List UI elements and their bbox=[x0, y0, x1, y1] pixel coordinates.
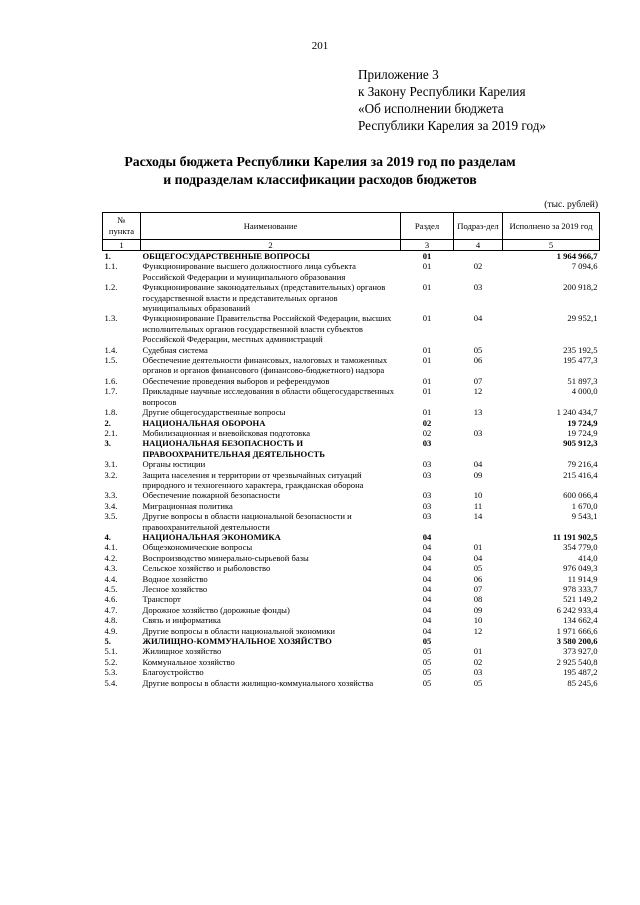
row-name: Транспорт bbox=[142, 594, 181, 605]
table-row bbox=[103, 574, 600, 584]
row-number: 1.1. bbox=[104, 261, 118, 272]
row-name: Функционирование высшего должностного лица субъекта Российской Федерации и муниципального образования bbox=[142, 261, 357, 282]
row-section: 01 bbox=[422, 375, 432, 386]
table-row bbox=[103, 459, 600, 469]
row-number: 5.2. bbox=[104, 656, 118, 667]
table-row bbox=[103, 636, 600, 646]
row-name: Общеэкономические вопросы bbox=[142, 542, 253, 553]
row-section: 05 bbox=[422, 656, 432, 667]
row-section: 04 bbox=[422, 625, 432, 636]
row-subsection: 01 bbox=[473, 646, 483, 657]
row-name: Миграционная политика bbox=[142, 500, 233, 511]
row-name: НАЦИОНАЛЬНАЯ БЕЗОПАСНОСТЬ И ПРАВООХРАНИТЕЛЬНАЯ ДЕЯТЕЛЬНОСТЬ bbox=[142, 438, 325, 459]
row-name: Судебная система bbox=[142, 344, 208, 355]
row-subsection: 13 bbox=[473, 407, 483, 418]
col-number-1: 1 bbox=[103, 240, 141, 251]
row-name: Функционирование Правительства Российской Федерации, высших исполнительных органов государственной власти субъектов Российской Федерации, местных администраций bbox=[142, 313, 392, 345]
row-number: 1. bbox=[104, 251, 111, 261]
row-amount: 9 543,1 bbox=[571, 511, 598, 522]
row-number: 4.6. bbox=[104, 594, 118, 605]
row-name: Связь и информатика bbox=[142, 615, 221, 626]
table-row bbox=[103, 626, 600, 636]
table-row bbox=[103, 563, 600, 573]
row-name: Дорожное хозяйство (дорожные фонды) bbox=[142, 604, 290, 615]
row-name: Обеспечение пожарной безопасности bbox=[142, 490, 281, 501]
row-amount: 905 912,3 bbox=[563, 438, 598, 449]
row-amount: 373 927,0 bbox=[563, 646, 598, 657]
title-line-1: Расходы бюджета Республики Карелия за 2019 год по разделам bbox=[124, 154, 516, 169]
row-number: 5. bbox=[104, 636, 111, 647]
row-name: Обеспечение деятельности финансовых, налоговых и таможенных органов и органов финансового (финансово-бюджетного) надзора bbox=[142, 355, 388, 376]
row-subsection bbox=[454, 251, 503, 262]
row-section: 01 bbox=[422, 251, 432, 261]
row-number: 1.5. bbox=[104, 355, 118, 366]
row-number: 5.3. bbox=[104, 667, 118, 678]
row-subsection: 07 bbox=[473, 375, 483, 386]
table-row bbox=[103, 646, 600, 656]
row-subsection: 09 bbox=[473, 604, 483, 615]
row-section: 01 bbox=[422, 386, 432, 397]
header-num: № пункта bbox=[103, 213, 141, 240]
row-subsection: 09 bbox=[473, 469, 483, 480]
header-section: Раздел bbox=[401, 213, 454, 240]
row-amount: 1 670,0 bbox=[571, 500, 598, 511]
row-subsection: 02 bbox=[473, 656, 483, 667]
row-subsection: 07 bbox=[473, 584, 483, 594]
row-number: 4.4. bbox=[104, 573, 118, 584]
row-amount: 7 094,6 bbox=[571, 261, 598, 272]
table-row bbox=[103, 553, 600, 563]
row-amount: 3 580 200,6 bbox=[556, 636, 598, 647]
row-number: 4.2. bbox=[104, 552, 118, 563]
row-section: 01 bbox=[422, 407, 432, 418]
row-number: 1.4. bbox=[104, 344, 118, 355]
row-amount: 414,0 bbox=[578, 552, 598, 563]
table-row bbox=[103, 261, 600, 282]
row-subsection: 12 bbox=[473, 625, 483, 636]
row-number: 3.1. bbox=[104, 459, 118, 470]
table-row bbox=[103, 376, 600, 386]
table-row bbox=[103, 501, 600, 511]
row-section: 03 bbox=[422, 490, 432, 501]
col-number-4: 4 bbox=[454, 240, 503, 251]
row-number: 2. bbox=[104, 417, 111, 428]
row-number: 4. bbox=[104, 531, 111, 542]
row-section: 04 bbox=[422, 542, 432, 553]
row-amount: 29 952,1 bbox=[567, 313, 598, 324]
row-amount: 235 192,5 bbox=[563, 344, 598, 355]
row-name: Органы юстиции bbox=[142, 459, 206, 470]
row-number: 1.2. bbox=[104, 282, 118, 293]
row-name: Благоустройство bbox=[142, 667, 204, 678]
document-title bbox=[0, 153, 640, 189]
row-subsection bbox=[454, 636, 503, 646]
table-row bbox=[103, 386, 600, 407]
table-header bbox=[103, 213, 600, 251]
row-amount: 195 477,3 bbox=[563, 355, 598, 366]
row-subsection bbox=[454, 438, 503, 459]
header-subsection: Подраз-дел bbox=[454, 213, 503, 240]
table-row bbox=[103, 605, 600, 615]
row-name: Сельское хозяйство и рыболовство bbox=[142, 563, 271, 574]
row-name: ЖИЛИЩНО-КОММУНАЛЬНОЕ ХОЗЯЙСТВО bbox=[142, 636, 332, 647]
row-number: 1.8. bbox=[104, 407, 118, 418]
col-number-3: 3 bbox=[401, 240, 454, 251]
row-section: 05 bbox=[422, 636, 432, 647]
row-subsection: 08 bbox=[473, 594, 483, 605]
table-row bbox=[103, 615, 600, 625]
row-amount: 1 240 434,7 bbox=[556, 407, 598, 418]
row-subsection bbox=[454, 532, 503, 542]
row-name: Другие вопросы в области национальной безопасности и правоохранительной деятельности bbox=[142, 511, 352, 532]
row-number: 3.3. bbox=[104, 490, 118, 501]
row-subsection: 11 bbox=[473, 500, 483, 511]
table-row bbox=[103, 282, 600, 313]
row-subsection: 10 bbox=[473, 490, 483, 501]
table-row bbox=[103, 594, 600, 604]
row-name: Коммунальное хозяйство bbox=[142, 656, 235, 667]
row-subsection: 04 bbox=[473, 313, 483, 324]
row-amount: 1 964 966,7 bbox=[556, 251, 598, 261]
row-subsection: 03 bbox=[473, 282, 483, 293]
table-row bbox=[103, 470, 600, 491]
row-amount: 11 191 902,5 bbox=[552, 531, 598, 542]
row-subsection: 02 bbox=[473, 261, 483, 272]
row-subsection: 03 bbox=[473, 667, 483, 678]
row-section: 01 bbox=[422, 261, 432, 272]
row-number: 3.2. bbox=[104, 469, 118, 480]
row-subsection: 12 bbox=[473, 386, 483, 397]
expenditure-table bbox=[102, 212, 600, 688]
row-number: 2.1. bbox=[104, 427, 118, 438]
col-number-2: 2 bbox=[141, 240, 401, 251]
row-amount: 600 066,4 bbox=[563, 490, 598, 501]
table-row bbox=[103, 345, 600, 355]
row-amount: 521 149,2 bbox=[563, 594, 598, 605]
row-name: Другие вопросы в области национальной экономики bbox=[142, 625, 335, 636]
row-subsection: 03 bbox=[473, 427, 483, 438]
row-section: 04 bbox=[422, 584, 432, 594]
row-section: 03 bbox=[422, 438, 432, 449]
table-row bbox=[103, 438, 600, 459]
table-row bbox=[103, 418, 600, 428]
row-name: Мобилизационная и вневойсковая подготовка bbox=[142, 427, 311, 438]
row-section: 01 bbox=[422, 344, 432, 355]
table-row bbox=[103, 428, 600, 438]
row-section: 01 bbox=[422, 313, 432, 324]
table-row bbox=[103, 542, 600, 552]
row-subsection bbox=[454, 418, 503, 428]
row-number: 1.3. bbox=[104, 313, 118, 324]
table-row bbox=[103, 355, 600, 376]
row-amount: 4 000,0 bbox=[571, 386, 598, 397]
units-label: (тыс. рублей) bbox=[544, 200, 598, 210]
row-subsection: 04 bbox=[473, 459, 483, 470]
row-section: 01 bbox=[422, 355, 432, 366]
row-number: 3. bbox=[104, 438, 111, 449]
row-amount: 79 216,4 bbox=[567, 459, 598, 470]
row-subsection: 10 bbox=[473, 615, 483, 626]
row-number: 3.4. bbox=[104, 500, 118, 511]
table-row bbox=[103, 251, 600, 262]
appendix-line-1: Приложение 3 bbox=[358, 67, 439, 82]
row-subsection: 06 bbox=[473, 355, 483, 366]
row-name: Другие вопросы в области жилищно-коммунального хозяйства bbox=[142, 677, 374, 688]
row-section: 04 bbox=[422, 573, 432, 584]
appendix-line-4: Республики Карелия за 2019 год» bbox=[358, 118, 547, 133]
table-row bbox=[103, 678, 600, 688]
row-name: Другие общегосударственные вопросы bbox=[142, 407, 286, 418]
row-section: 05 bbox=[422, 646, 432, 657]
row-number: 4.7. bbox=[104, 604, 118, 615]
row-number: 5.1. bbox=[104, 646, 118, 657]
row-subsection: 05 bbox=[473, 344, 483, 355]
row-amount: 200 918,2 bbox=[563, 282, 598, 293]
row-amount: 11 914,9 bbox=[567, 573, 598, 584]
row-amount: 978 333,7 bbox=[563, 584, 598, 594]
row-amount: 6 242 933,4 bbox=[556, 604, 598, 615]
row-number: 1.7. bbox=[104, 386, 118, 397]
col-number-5: 5 bbox=[503, 240, 600, 251]
row-section: 05 bbox=[422, 667, 432, 678]
table-row bbox=[103, 407, 600, 417]
row-section: 04 bbox=[422, 563, 432, 574]
table-row bbox=[103, 667, 600, 677]
row-number: 4.1. bbox=[104, 542, 118, 553]
row-section: 04 bbox=[422, 604, 432, 615]
row-amount: 1 971 666,6 bbox=[556, 625, 598, 636]
appendix-line-2: к Закону Республики Карелия bbox=[358, 84, 526, 99]
table-body bbox=[103, 251, 600, 689]
header-executed: Исполнено за 2019 год bbox=[503, 213, 600, 240]
row-subsection: 05 bbox=[473, 677, 483, 688]
row-name: НАЦИОНАЛЬНАЯ ОБОРОНА bbox=[142, 417, 266, 428]
row-section: 02 bbox=[422, 417, 432, 428]
row-name: Водное хозяйство bbox=[142, 573, 208, 584]
table-row bbox=[103, 313, 600, 344]
row-section: 02 bbox=[422, 427, 432, 438]
row-section: 04 bbox=[422, 552, 432, 563]
row-number: 1.6. bbox=[104, 375, 118, 386]
row-section: 04 bbox=[422, 594, 432, 605]
row-section: 03 bbox=[422, 500, 432, 511]
row-amount: 976 049,3 bbox=[563, 563, 598, 574]
row-number: 4.9. bbox=[104, 625, 118, 636]
row-name: Защита населения и территории от чрезвычайных ситуаций природного и техногенного характера, гражданская оборона bbox=[142, 469, 364, 490]
row-amount: 85 245,6 bbox=[567, 677, 598, 688]
row-name: Обеспечение проведения выборов и референдумов bbox=[142, 375, 330, 386]
row-subsection: 05 bbox=[473, 563, 483, 574]
row-section: 03 bbox=[422, 459, 432, 470]
row-amount: 19 724,9 bbox=[567, 417, 598, 428]
row-name: Лесное хозяйство bbox=[142, 584, 208, 594]
row-section: 05 bbox=[422, 677, 432, 688]
table-row bbox=[103, 657, 600, 667]
row-name: Жилищное хозяйство bbox=[142, 646, 222, 657]
row-name: Прикладные научные исследования в области общегосударственных вопросов bbox=[142, 386, 395, 407]
row-subsection: 06 bbox=[473, 573, 483, 584]
header-name: Наименование bbox=[141, 213, 401, 240]
row-section: 03 bbox=[422, 469, 432, 480]
row-number: 4.8. bbox=[104, 615, 118, 626]
row-amount: 51 897,3 bbox=[567, 375, 598, 386]
row-name: Функционирование законодательных (представительных) органов государственной власти и представительных органов муниципальных образований bbox=[142, 282, 386, 314]
row-section: 01 bbox=[422, 282, 432, 293]
table-row bbox=[103, 490, 600, 500]
row-amount: 134 662,4 bbox=[563, 615, 598, 626]
appendix-line-3: «Об исполнении бюджета bbox=[358, 101, 504, 116]
row-number: 3.5. bbox=[104, 511, 118, 522]
row-number: 4.3. bbox=[104, 563, 118, 574]
appendix-note bbox=[358, 66, 546, 134]
row-name: ОБЩЕГОСУДАРСТВЕННЫЕ ВОПРОСЫ bbox=[142, 251, 310, 261]
row-subsection: 04 bbox=[473, 552, 483, 563]
row-name: НАЦИОНАЛЬНАЯ ЭКОНОМИКА bbox=[142, 531, 281, 542]
row-name: Воспроизводство минерально-сырьевой базы bbox=[142, 552, 309, 563]
table-row bbox=[103, 532, 600, 542]
row-amount: 195 487,2 bbox=[563, 667, 598, 678]
row-number: 5.4. bbox=[104, 677, 118, 688]
page-number: 201 bbox=[311, 40, 329, 52]
row-amount: 215 416,4 bbox=[563, 469, 598, 480]
table-row bbox=[103, 511, 600, 532]
row-amount: 19 724,9 bbox=[567, 427, 598, 438]
row-section: 03 bbox=[422, 511, 432, 522]
row-subsection: 01 bbox=[473, 542, 483, 553]
row-number: 4.5. bbox=[104, 584, 118, 594]
title-line-2: и подразделам классификации расходов бюджетов bbox=[163, 172, 477, 187]
row-amount: 2 925 540,8 bbox=[556, 656, 598, 667]
row-section: 04 bbox=[422, 531, 432, 542]
table-row bbox=[103, 584, 600, 594]
row-section: 04 bbox=[422, 615, 432, 626]
row-subsection: 14 bbox=[473, 511, 483, 522]
row-amount: 354 779,0 bbox=[563, 542, 598, 553]
